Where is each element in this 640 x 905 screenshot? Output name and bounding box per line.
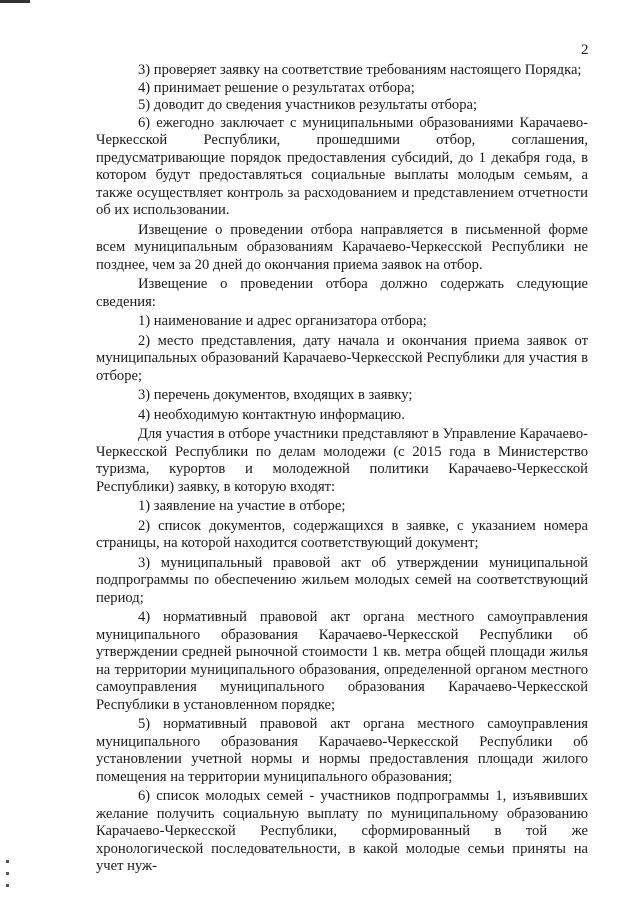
paragraph: 3) муниципальный правовой акт об утверждении муниципальной подпрограммы по обеспечению жильем молодых семей на соответствующий период; — [96, 554, 588, 606]
paragraph: 5) нормативный правовой акт органа местного самоуправления муниципального образования Карачаево-Черкесской Республики об установлении учетной нормы и нормы предоставления площади жилого помещения на территории муниципального образования; — [96, 716, 588, 785]
paragraph: 4) принимает решение о результатах отбора; — [138, 79, 415, 96]
paragraph: 5) доводит до сведения участников результаты отбора; — [138, 97, 478, 113]
paragraph: 2) место представления, дату начала и окончания приема заявок от муниципальных образований Карачаево-Черкесской Республики для участия в отборе; — [96, 332, 588, 384]
scan-dot — [6, 884, 9, 887]
paragraph: 6) ежегодно заключает с муниципальными образованиями Карачаево-Черкесской Республики, прошедшими отбор, соглашения, предусматривающие порядок предоставления субсидий, до 1 декабря года, в котором будут предоставляться социальные выплаты молодым семьям, а также осуществляет контроль за расходованием и представлением отчетности об их использовании. — [96, 114, 588, 218]
scan-edge-mark — [0, 0, 30, 3]
paragraph: Извещение о проведении отбора должно содержать следующие сведения: — [96, 276, 588, 310]
paragraph: 3) проверяет заявку на соответствие требованиям настоящего Порядка; — [138, 62, 582, 78]
paragraph: 6) список молодых семей - участников подпрограммы 1, изъявивших желание получить социальную выплату по муниципальному образованию Карачаево-Черкесской Республики, сформированный в той же хронологической последовательности, в какой молодые семьи приняты на учет нуж- — [96, 788, 588, 874]
paragraph: 1) наименование и адрес организатора отбора; — [138, 313, 427, 329]
scan-edge-dots — [6, 860, 12, 900]
paragraph: 3) перечень документов, входящих в заявку; — [138, 387, 413, 403]
paragraph: 4) нормативный правовой акт органа местного самоуправления муниципального образования Карачаево-Черкесской Республики об утверждении средней рыночной стоимости 1 кв. метра общей площади жилья на территории муниципального образования, определенной органом местного самоуправления муниципального образования Карачаево-Черкесской Республики в установленном порядке; — [96, 609, 588, 713]
paragraph: Извещение о проведении отбора направляется в письменной форме всем муниципальным образованиям Карачаево-Черкесской Республики не позднее, чем за 20 дней до окончания приема заявок на отбор. — [96, 221, 588, 273]
paragraph: Для участия в отборе участники представляют в Управление Карачаево-Черкесской Республики по делам молодежи (с 2015 года в Министерство туризма, курортов и молодежной политики Карачаево-Черкесской Республики) заявку, в которую входят: — [96, 426, 588, 495]
paragraph: 2) список документов, содержащихся в заявке, с указанием номера страницы, на которой находится соответствующий документ; — [96, 517, 588, 551]
scan-dot — [6, 860, 9, 863]
scan-dot — [6, 872, 9, 875]
paragraph: 1) заявление на участие в отборе; — [138, 498, 346, 514]
paragraph: 4) необходимую контактную информацию. — [138, 406, 405, 423]
page-number: 2 — [581, 42, 589, 58]
document-body — [96, 62, 588, 876]
